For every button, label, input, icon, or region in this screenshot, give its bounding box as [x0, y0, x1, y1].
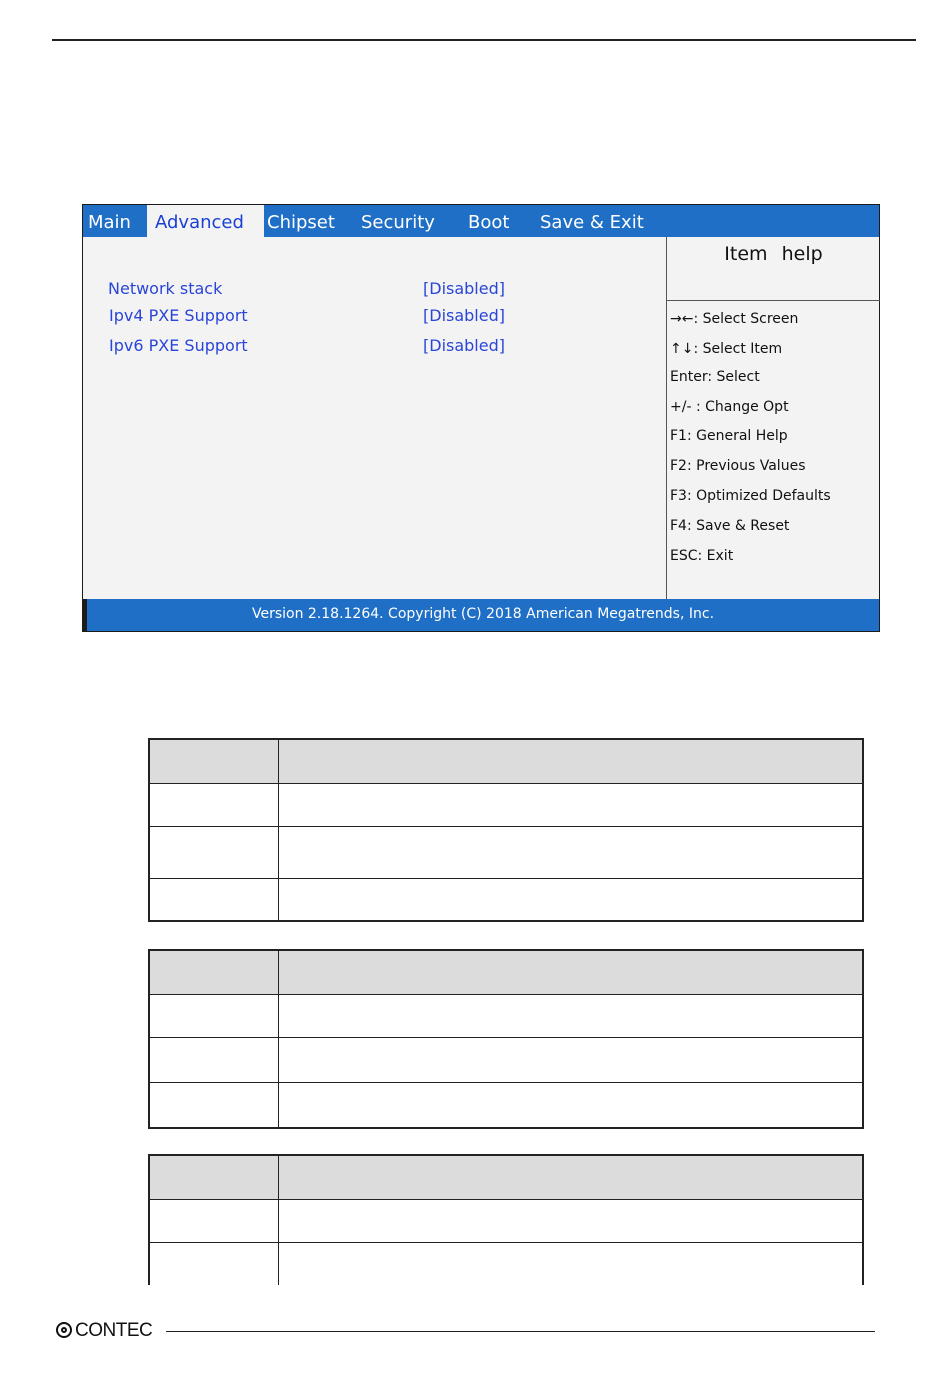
tab-security[interactable]: Security	[361, 212, 435, 233]
contec-logo	[56, 1320, 152, 1342]
tab-chipset[interactable]: Chipset	[267, 212, 335, 233]
key-help-f3: F3: Optimized Defaults	[670, 488, 831, 504]
page-top-rule	[52, 39, 916, 41]
table-row	[150, 826, 862, 878]
key-help-f4: F4: Save & Reset	[670, 518, 790, 534]
setting-network-stack-value[interactable]: [Disabled]	[423, 279, 505, 298]
setting-ipv4-pxe-label[interactable]: Ipv4 PXE Support	[109, 306, 248, 325]
key-help-enter: Enter: Select	[670, 369, 760, 385]
table-row	[150, 1199, 862, 1242]
item-help-title-word2: help	[781, 243, 823, 265]
tab-boot[interactable]: Boot	[468, 212, 510, 233]
tab-save-exit[interactable]: Save & Exit	[540, 212, 644, 233]
option-table-3	[148, 1154, 864, 1285]
key-help-esc: ESC: Exit	[670, 548, 734, 564]
tab-main[interactable]: Main	[88, 212, 131, 233]
item-help-title	[667, 243, 880, 265]
tab-advanced[interactable]: Advanced	[147, 205, 264, 237]
table-row	[150, 783, 862, 826]
key-help-select-screen: →←: Select Screen	[670, 311, 799, 327]
table-header-row	[150, 1156, 862, 1199]
key-help-change-opt: +/- : Change Opt	[670, 399, 789, 415]
contec-brand-text: CONTEC	[75, 1320, 153, 1341]
bios-setup-window	[82, 204, 880, 632]
setting-ipv4-pxe-value[interactable]: [Disabled]	[423, 306, 505, 325]
key-help-f2: F2: Previous Values	[670, 458, 806, 474]
table-row	[150, 994, 862, 1037]
table-row	[150, 1242, 862, 1285]
setting-ipv6-pxe-value[interactable]: [Disabled]	[423, 336, 505, 355]
bios-menu-bar	[83, 205, 879, 237]
setting-ipv6-pxe-label[interactable]: Ipv6 PXE Support	[109, 336, 248, 355]
table-header-row	[150, 740, 862, 783]
footer-rule	[166, 1331, 875, 1332]
option-table-1	[148, 738, 864, 922]
item-help-pane	[666, 237, 880, 600]
table-row	[150, 878, 862, 920]
help-divider	[667, 300, 880, 301]
table-row	[150, 1082, 862, 1127]
bios-status-bar	[83, 599, 879, 631]
key-help-select-item: ↑↓: Select Item	[670, 341, 783, 357]
settings-pane	[83, 237, 666, 600]
setting-network-stack-label[interactable]: Network stack	[108, 279, 223, 298]
item-help-title-word1: Item	[724, 243, 768, 265]
table-row	[150, 1037, 862, 1082]
version-copyright-text: Version 2.18.1264. Copyright (C) 2018 American Megatrends, Inc.	[251, 606, 715, 622]
contec-logo-icon	[56, 1322, 72, 1338]
key-help-f1: F1: General Help	[670, 428, 788, 444]
table-header-row	[150, 951, 862, 994]
option-table-2	[148, 949, 864, 1129]
